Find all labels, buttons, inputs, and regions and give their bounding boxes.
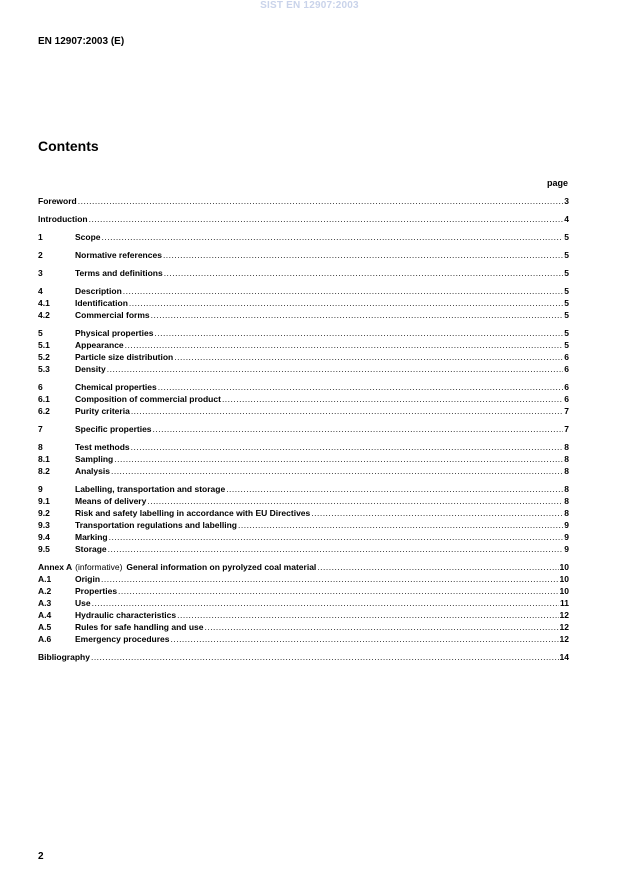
toc-entry-number: 3 [38, 268, 43, 278]
toc-entry-title: Labelling, transportation and storage [75, 484, 226, 494]
toc-entry-number: 4.2 [38, 310, 50, 320]
document-id: EN 12907:2003 (E) [38, 36, 125, 47]
toc-entry-number: 4 [38, 286, 43, 296]
toc-entry-title: Risk and safety labelling in accordance with EU Directives [75, 508, 311, 518]
dot-leader [101, 573, 559, 585]
toc-entry[interactable] [38, 507, 569, 519]
toc-entry-page: 10 [559, 586, 569, 596]
dot-leader [147, 495, 563, 507]
toc-entry-number: 9.5 [38, 544, 50, 554]
toc-entry[interactable] [38, 609, 569, 621]
toc-entry-title: Particle size distribution [75, 352, 174, 362]
toc-entry-title: Hydraulic characteristics [75, 610, 177, 620]
toc-entry-number: 5.3 [38, 364, 50, 374]
toc-entry-page: 8 [564, 508, 569, 518]
toc-entry-title: Description [75, 286, 122, 296]
toc-entry-title: Appearance [75, 340, 124, 350]
toc-entry-page: 5 [564, 298, 569, 308]
toc-entry-title: Transportation regulations and labelling [75, 520, 237, 530]
toc-entry[interactable] [38, 423, 569, 435]
dot-leader [163, 249, 563, 261]
toc-entry-number: A.5 [38, 622, 52, 632]
toc-entry-title: Origin [75, 574, 101, 584]
toc-entry-title: Physical properties [75, 328, 154, 338]
toc-entry[interactable] [38, 381, 569, 393]
dot-leader [78, 195, 564, 207]
toc-entry-title: Rules for safe handling and use [75, 622, 204, 632]
toc-entry-title: Purity criteria [75, 406, 130, 416]
dot-leader [153, 423, 564, 435]
toc-entry-page: 5 [564, 268, 569, 278]
toc-entry-page: 8 [564, 484, 569, 494]
toc-entry-title: Specific properties [75, 424, 152, 434]
toc-entry-page: 10 [559, 562, 569, 572]
toc-entry-title: Bibliography [38, 652, 90, 662]
dot-leader [204, 621, 558, 633]
toc-entry-number: 7 [38, 424, 43, 434]
toc-entry[interactable] [38, 231, 569, 243]
toc-entry-number: 5 [38, 328, 43, 338]
toc-entry-number: 8 [38, 442, 43, 452]
toc-entry-number: 6.1 [38, 394, 50, 404]
toc-entry-page: 6 [564, 394, 569, 404]
dot-leader [109, 531, 564, 543]
table-of-contents [38, 195, 569, 663]
toc-entry[interactable] [38, 561, 569, 573]
toc-entry-number: 2 [38, 250, 43, 260]
toc-entry[interactable] [38, 465, 569, 477]
toc-entry-page: 14 [559, 652, 569, 662]
toc-entry-number: 6.2 [38, 406, 50, 416]
toc-entry-page: 7 [564, 406, 569, 416]
dot-leader [158, 381, 564, 393]
dot-leader [131, 441, 564, 453]
dot-leader [311, 507, 563, 519]
toc-entry-number: 1 [38, 232, 43, 242]
toc-entry[interactable] [38, 285, 569, 297]
toc-entry-title: Normative references [75, 250, 162, 260]
toc-entry-page: 9 [564, 520, 569, 530]
toc-entry-number: 5.1 [38, 340, 50, 350]
toc-entry-title: Use [75, 598, 91, 608]
toc-entry-number: 8.2 [38, 466, 50, 476]
watermark: SIST EN 12907:2003 [260, 0, 359, 11]
toc-entry-title: Introduction [38, 214, 88, 224]
dot-leader [123, 285, 564, 297]
toc-entry-page: 8 [564, 496, 569, 506]
toc-entry[interactable] [38, 453, 569, 465]
dot-leader [317, 561, 558, 573]
dot-leader [151, 309, 564, 321]
toc-entry-page: 5 [564, 232, 569, 242]
toc-entry-title: Composition of commercial product [75, 394, 221, 404]
dot-leader [164, 267, 564, 279]
toc-entry[interactable] [38, 393, 569, 405]
toc-entry-number: 8.1 [38, 454, 50, 464]
toc-entry-page: 9 [564, 544, 569, 554]
toc-entry-number: 9.1 [38, 496, 50, 506]
toc-entry-number: 5.2 [38, 352, 50, 362]
toc-entry-qualifier: (informative) [75, 562, 123, 572]
toc-entry-page: 6 [564, 382, 569, 392]
toc-entry-page: 6 [564, 364, 569, 374]
toc-entry[interactable] [38, 339, 569, 351]
toc-entry-page: 5 [564, 328, 569, 338]
toc-entry[interactable] [38, 651, 569, 663]
toc-entry-page: 5 [564, 340, 569, 350]
toc-entry[interactable] [38, 213, 569, 225]
toc-entry-page: 12 [559, 622, 569, 632]
toc-entry-number: 4.1 [38, 298, 50, 308]
toc-entry[interactable] [38, 309, 569, 321]
toc-entry-title: Identification [75, 298, 128, 308]
toc-entry[interactable] [38, 267, 569, 279]
toc-entry[interactable] [38, 519, 569, 531]
dot-leader [131, 405, 563, 417]
page-title: Contents [38, 138, 99, 154]
toc-entry-title: General information on pyrolyzed coal material [126, 562, 317, 572]
toc-entry[interactable] [38, 597, 569, 609]
toc-entry-number: 6 [38, 382, 43, 392]
dot-leader [154, 327, 563, 339]
dot-leader [102, 231, 564, 243]
toc-entry[interactable] [38, 573, 569, 585]
dot-leader [114, 453, 563, 465]
toc-entry[interactable] [38, 633, 569, 645]
toc-entry-number: A.4 [38, 610, 52, 620]
dot-leader [108, 543, 564, 555]
toc-entry-page: 7 [564, 424, 569, 434]
toc-entry-page: 5 [564, 286, 569, 296]
toc-entry-page: 3 [564, 196, 569, 206]
toc-entry-page: 12 [559, 610, 569, 620]
dot-leader [238, 519, 563, 531]
toc-entry-number: A.6 [38, 634, 52, 644]
dot-leader [118, 585, 558, 597]
toc-entry[interactable] [38, 585, 569, 597]
toc-entry-title: Foreword [38, 196, 77, 206]
dot-leader [174, 351, 563, 363]
toc-entry[interactable] [38, 327, 569, 339]
toc-entry-title: Test methods [75, 442, 130, 452]
toc-entry-number: 9 [38, 484, 43, 494]
toc-entry[interactable] [38, 531, 569, 543]
toc-entry-title: Scope [75, 232, 101, 242]
toc-entry-number: A.3 [38, 598, 52, 608]
toc-entry-title: Storage [75, 544, 107, 554]
toc-entry-page: 11 [560, 598, 569, 608]
toc-entry-page: 5 [564, 310, 569, 320]
toc-entry-page: 5 [564, 250, 569, 260]
dot-leader [129, 297, 563, 309]
toc-entry-number: A.1 [38, 574, 52, 584]
toc-entry[interactable] [38, 441, 569, 453]
page-number: 2 [38, 851, 44, 862]
toc-entry-page: 9 [564, 532, 569, 542]
toc-entry-number: 9.3 [38, 520, 50, 530]
dot-leader [107, 363, 564, 375]
toc-entry-page: 8 [564, 466, 569, 476]
toc-entry-title: Properties [75, 586, 118, 596]
dot-leader [226, 483, 563, 495]
toc-entry-title: Analysis [75, 466, 110, 476]
dot-leader [111, 465, 563, 477]
toc-entry[interactable] [38, 297, 569, 309]
toc-entry[interactable] [38, 405, 569, 417]
dot-leader [222, 393, 563, 405]
toc-entry-page: 6 [564, 352, 569, 362]
dot-leader [177, 609, 558, 621]
toc-entry[interactable] [38, 249, 569, 261]
toc-entry-page: 4 [564, 214, 569, 224]
toc-entry-title: Emergency procedures [75, 634, 170, 644]
dot-leader [170, 633, 558, 645]
toc-entry-number: Annex A [38, 562, 73, 572]
toc-entry[interactable] [38, 195, 569, 207]
toc-entry[interactable] [38, 483, 569, 495]
toc-entry-title: Terms and definitions [75, 268, 163, 278]
toc-entry-page: 8 [564, 454, 569, 464]
dot-leader [92, 597, 559, 609]
toc-entry-number: A.2 [38, 586, 52, 596]
toc-entry[interactable] [38, 543, 569, 555]
toc-entry[interactable] [38, 351, 569, 363]
dot-leader [89, 213, 564, 225]
dot-leader [91, 651, 559, 663]
toc-entry-title: Chemical properties [75, 382, 157, 392]
page-column-label: page [546, 178, 568, 188]
toc-entry[interactable] [38, 621, 569, 633]
toc-entry-title: Marking [75, 532, 108, 542]
dot-leader [125, 339, 564, 351]
toc-entry-number: 9.2 [38, 508, 50, 518]
toc-entry[interactable] [38, 363, 569, 375]
toc-entry-page: 10 [559, 574, 569, 584]
toc-entry-page: 8 [564, 442, 569, 452]
toc-entry-title: Density [75, 364, 106, 374]
toc-entry-title: Means of delivery [75, 496, 147, 506]
toc-entry[interactable] [38, 495, 569, 507]
toc-entry-title: Commercial forms [75, 310, 150, 320]
toc-entry-title: Sampling [75, 454, 114, 464]
toc-entry-number: 9.4 [38, 532, 50, 542]
toc-entry-page: 12 [559, 634, 569, 644]
